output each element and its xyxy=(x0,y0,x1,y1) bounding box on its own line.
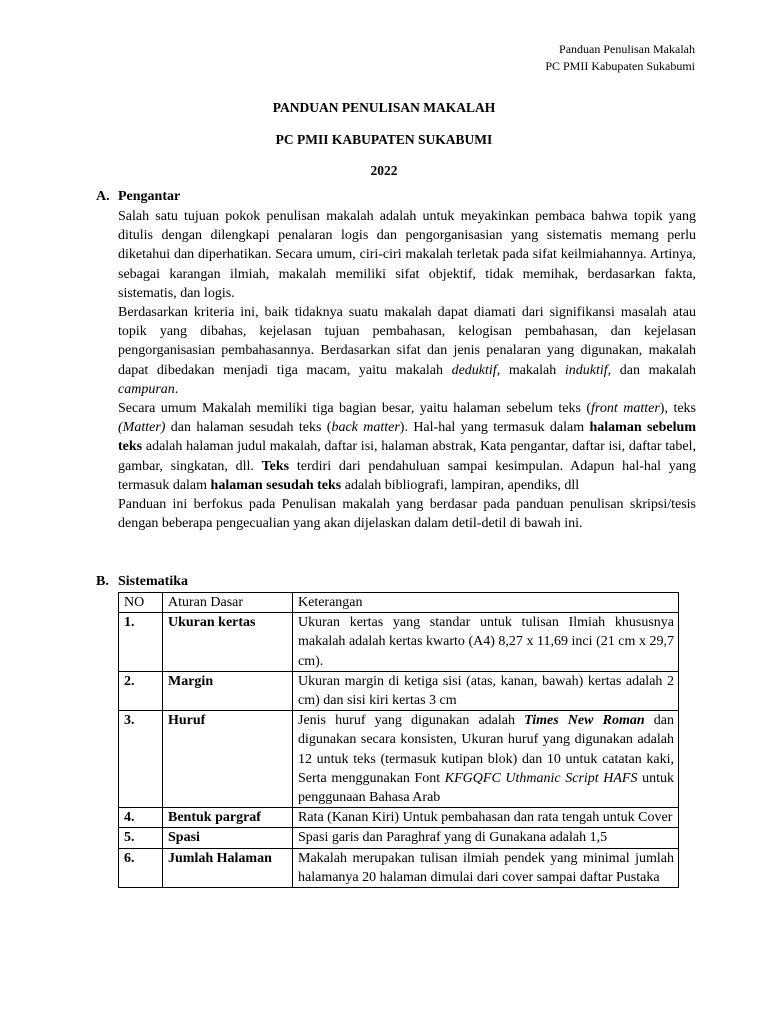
p3-matter: (Matter) xyxy=(118,420,166,436)
doc-title: PANDUAN PENULISAN MAKALAH xyxy=(272,100,496,115)
table-row xyxy=(119,711,679,808)
table-row xyxy=(119,613,679,672)
row-no: 1. xyxy=(119,613,163,672)
paragraph-4: Panduan ini berfokus pada Penulisan makalah yang berdasar pada panduan penulisan skripsi/tesis dengan beberapa pengecualian yang akan dijelaskan dalam detil-detil di bawah ini. xyxy=(118,497,696,532)
row-no: 3. xyxy=(119,711,163,808)
row-desc: Ukuran kertas yang standar untuk tulisan Ilmiah khususnya makalah adalah kertas kwarto (A4) 8,27 x 11,69 inci (21 cm x 29,7 cm). xyxy=(293,613,679,672)
p3-text: ), teks xyxy=(659,401,696,417)
row-rule: Ukuran kertas xyxy=(163,613,293,672)
section-a-title: Pengantar xyxy=(118,189,181,204)
row-no: 2. xyxy=(119,671,163,710)
paragraph-3 xyxy=(118,399,696,495)
p3-text: ). Hal-hal yang termasuk dalam xyxy=(399,420,590,436)
row-rule: Jumlah Halaman xyxy=(163,848,293,887)
table-row xyxy=(119,671,679,710)
running-header-line1: Panduan Penulisan Makalah xyxy=(559,42,695,56)
running-header-line2: PC PMII Kabupaten Sukabumi xyxy=(545,59,695,73)
doc-year: 2022 xyxy=(370,163,398,178)
paragraph-1: Salah satu tujuan pokok penulisan makalah adalah untuk meyakinkan pembaca bahwa topik yang ditulis dengan dilengkapi penalaran logis dan pengorganisasian yang sistematis memang perlu diketahui dan diperhatikan. Secara umum, ciri-ciri makalah terletak pada sifat keilmiahannya. Artinya, sebagai karangan ilmiah, makalah memiliki sifat objektif, tidak memihak, berdasarkan fakta, sistematis, dan logis. xyxy=(118,209,696,301)
desc-text: untuk penggunaan Bahasa Arab xyxy=(298,770,674,806)
row-rule: Spasi xyxy=(163,828,293,848)
row-no: 6. xyxy=(119,848,163,887)
desc-font-name: Times New Roman xyxy=(524,713,645,729)
col-header-desc: Keterangan xyxy=(293,593,679,613)
p3-text: dan halaman sesudah teks ( xyxy=(165,420,332,436)
row-rule: Huruf xyxy=(163,711,293,808)
col-header-no: NO xyxy=(119,593,163,613)
table-row xyxy=(119,808,679,828)
row-desc: Rata (Kanan Kiri) Untuk pembahasan dan rata tengah untuk Cover xyxy=(293,808,679,828)
desc-text: Jenis huruf yang digunakan adalah xyxy=(298,713,525,729)
p3-text: adalah halaman judul makalah, daftar isi, halaman abstrak, Kata pengantar, daftar isi, daftar tabel, gambar, singkatan, dll. xyxy=(118,439,696,474)
p3-front-matter: front matter xyxy=(591,401,660,417)
p2-text: . xyxy=(174,381,179,397)
section-b-heading xyxy=(96,572,188,591)
row-rule: Margin xyxy=(163,671,293,710)
p2-text: Berdasarkan kriteria ini, baik tidaknya suatu makalah dapat diamati dari signifikansi masalah atau topik yang dibahas, kejelasan tujuan pembahasan, kelogisan pembahasan, dan kejelasan pengorganisasian pembahasannya. Berdasarkan sifat dan jenis penalaran yang digunakan, makalah dapat dibedakan menjadi tiga macam, yaitu makalah xyxy=(118,305,696,378)
section-b-letter: B. xyxy=(96,574,109,589)
table-row xyxy=(119,848,679,887)
p3-bold-text: Teks xyxy=(261,458,290,474)
table-header-row xyxy=(119,593,679,613)
section-b-title: Sistematika xyxy=(118,574,188,589)
p2-deduktif: deduktif xyxy=(451,362,497,378)
section-a-body xyxy=(118,207,696,533)
section-a-letter: A. xyxy=(96,189,110,204)
row-rule: Bentuk pargraf xyxy=(163,808,293,828)
row-desc xyxy=(293,711,679,808)
p3-bold-after-text: halaman sesudah teks xyxy=(210,477,342,493)
row-desc: Spasi garis dan Paraghraf yang di Gunakana adalah 1,5 xyxy=(293,828,679,848)
p2-campuran: campuran xyxy=(118,381,175,397)
p2-induktif: induktif xyxy=(564,362,608,378)
col-header-rule: Aturan Dasar xyxy=(163,593,293,613)
table-row xyxy=(119,828,679,848)
p3-back-matter: back matter xyxy=(331,420,400,436)
p2-text: , makalah xyxy=(496,362,565,378)
doc-subtitle: PC PMII KABUPATEN SUKABUMI xyxy=(275,132,493,147)
row-desc: Ukuran margin di ketiga sisi (atas, kanan, bawah) kertas adalah 2 cm) dan sisi kiri kertas 3 cm xyxy=(293,671,679,710)
sistematika-table xyxy=(118,592,679,888)
desc-arabic-font-name: KFGQFC Uthmanic Script HAFS xyxy=(444,770,638,786)
p3-text: terdiri dari pendahuluan sampai kesimpulan. Adapun hal-hal yang termasuk dalam xyxy=(118,458,697,493)
desc-text: dan digunakan secara konsisten, Ukuran huruf yang digunakan adalah 12 untuk teks (termasuk kutipan blok) dan 10 untuk catatan kaki, Serta menggunakan Font xyxy=(298,713,675,786)
p3-text: adalah bibliografi, lampiran, apendiks, dll xyxy=(341,477,580,493)
section-a-heading xyxy=(96,187,180,206)
p3-bold-before-text: halaman sebelum teks xyxy=(118,420,696,455)
row-desc: Makalah merupakan tulisan ilmiah pendek yang minimal jumlah halamanya 20 halaman dimulai dari cover sampai daftar Pustaka xyxy=(293,848,679,887)
p2-text: , dan makalah xyxy=(607,362,697,378)
row-no: 5. xyxy=(119,828,163,848)
running-header xyxy=(545,41,695,75)
row-no: 4. xyxy=(119,808,163,828)
paragraph-2 xyxy=(118,303,696,399)
p3-text: Secara umum Makalah memiliki tiga bagian besar, yaitu halaman sebelum teks ( xyxy=(118,401,592,417)
